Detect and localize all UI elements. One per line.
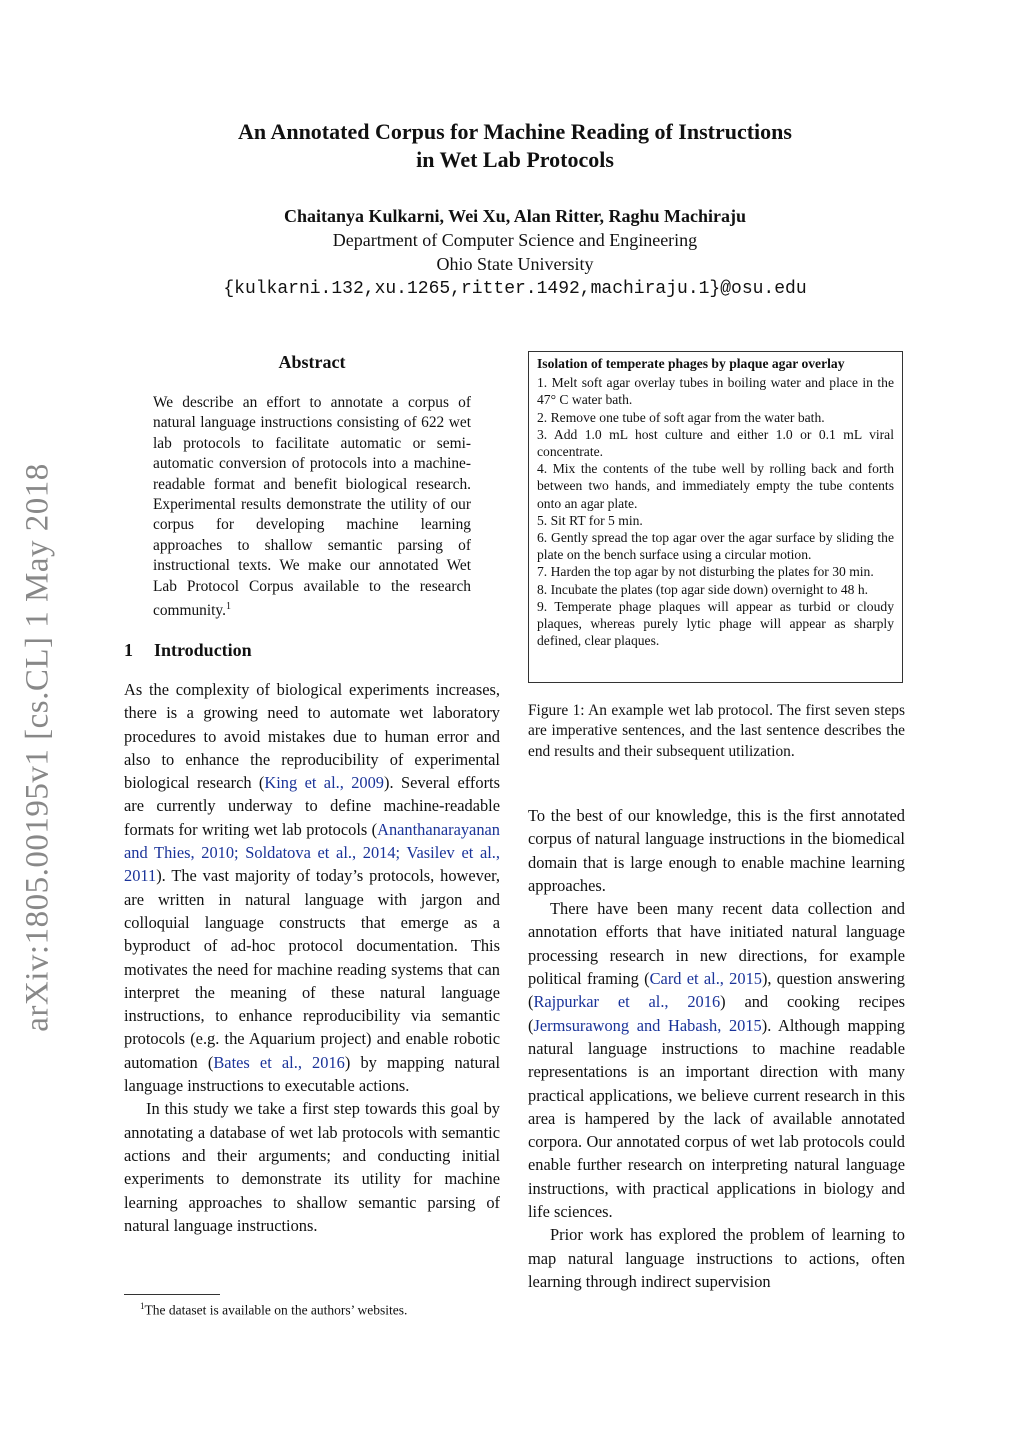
footnote [140,1297,407,1320]
citation-link[interactable]: Bates et al., 2016 [213,1052,345,1072]
footnote-text: The dataset is available on the authors’ websites. [144,1302,408,1318]
figure-caption: Figure 1: An example wet lab protocol. The first seven steps are imperative sentences, and the last sentence describes the end results and their subsequent utilization. [528,702,905,760]
intro-paragraph-1 [124,678,500,1097]
author-list: Chaitanya Kulkarni, Wei Xu, Alan Ritter, Raghu Machiraju [283,206,747,226]
protocol-step: 4. Mix the contents of the tube well by rolling back and forth between two hands, and immediately empty the tube contents onto an agar plate. [537,461,894,511]
right-paragraph-2 [528,897,905,1223]
section-number: 1 [124,640,133,660]
abstract-body [153,393,471,622]
citation-link[interactable]: Rajpurkar et al., 2016 [533,992,721,1012]
protocol-step: 6. Gently spread the top agar over the agar surface by sliding the plate on the bench surface using a circular motion. [537,530,894,563]
protocol-step: 8. Incubate the plates (top agar side down) overnight to 48 h. [537,581,869,597]
text-run: There have been many recent data collection and annotation efforts that have initiated natural language processing research in new directions, for example political framing ( [528,899,905,989]
section-heading-introduction [124,640,252,661]
text-run: ) by mapping natural language instructions to executable actions. [124,1052,500,1096]
text-run: ), question answering ( [528,969,905,1012]
footnote-divider [124,1294,220,1295]
intro-paragraph-2: In this study we take a first step towards this goal by annotating a database of wet lab protocols with semantic actions and their arguments; and conducting initial experiments to demonstrate its utility for machine learning approaches to shallow semantic parsing of natural language instructions. [124,1099,500,1235]
right-column-body [528,804,905,1293]
left-column-body [124,678,500,1237]
section-title: Introduction [154,640,252,660]
arxiv-identifier-text: arXiv:1805.00195v1 [cs.CL] 1 May 2018 [19,462,56,1032]
text-run: ). The vast majority of today’s protocols, however, are written in natural language with jargon and colloquial language constructs that emerge as a byproduct of ad-hoc protocol documentation. This motivates the need for machine reading systems that can interpret the meaning of these natural language instructions, to enhance reproducibility via semantic protocols (e.g. the Aquarium project) and enable robotic automation ( [124,866,500,1072]
citation-link[interactable]: King et al., 2009 [264,773,384,793]
paper-title [120,118,910,174]
citation-link[interactable]: Ananthanarayanan and Thies, 2010; Soldatova et al., 2014; Vasilev et al., 2011 [124,819,500,886]
protocol-step: 3. Add 1.0 mL host culture and either 1.0 or 0.1 mL viral concentrate. [537,426,894,460]
university: Ohio State University [436,254,594,274]
author-emails: {kulkarni.132,xu.1265,ritter.1492,machiraju.1}@osu.edu [223,279,807,299]
protocol-step: 1. Melt soft agar overlay tubes in boiling water and place in the 47° C water bath. [537,375,894,408]
text-run: ). Several efforts are currently underway to define machine-readable formats for writing wet lab protocols ( [124,773,500,839]
citation-link[interactable]: Card et al., 2015 [649,969,762,989]
abstract-text: We describe an effort to annotate a corpus of natural language instructions consisting of 622 wet lab protocols to facilitate automatic or semi-automatic conversion of protocols into a machine-readable format and benefit biological research. Experimental results demonstrate the utility of our corpus for developing machine learning approaches to shallow semantic parsing of instructional texts. We make our annotated Wet Lab Protocol Corpus available to the research community. [153,394,471,620]
text-run: ) and cooking recipes ( [528,992,906,1035]
arxiv-identifier [8,452,68,1042]
department: Department of Computer Science and Engineering [332,230,698,250]
protocol-step: 9. Temperate phage plaques will appear as turbid or cloudy plaques, whereas purely lytic phage will appear as sharply defined, clear plaques. [537,598,894,649]
protocol-step: 7. Harden the top agar by not disturbing the plates for 30 min. [537,564,874,580]
text-run: As the complexity of biological experiments increases, there is a growing need to automate wet laboratory procedures to avoid mistakes due to human error and also to enhance the reproducibility of experimental biological research ( [124,680,500,793]
protocol-step: 5. Sit RT for 5 min. [537,512,643,528]
footnote-ref: 1 [225,601,231,613]
right-paragraph-3: Prior work has explored the problem of learning to map natural language instructions to actions, often learning through indirect supervision [528,1225,905,1291]
text-run: ). Although mapping natural language instructions to machine readable representations is an important direction with many practical applications, we believe current research in this area is hampered by the lack of available annotated corpora. Our annotated corpus of wet lab protocols could enable further research on interpreting natural language instructions, with practical applications in biology and life sciences. [528,1015,905,1222]
title-line-1: An Annotated Corpus for Machine Reading of Instructions [238,119,792,144]
title-line-2: in Wet Lab Protocols [416,147,614,172]
footnote-mark: 1 [140,1301,145,1311]
citation-link[interactable]: Jermsurawong and Habash, 2015 [533,1015,762,1035]
protocol-step: 2. Remove one tube of soft agar from the water bath. [537,409,825,425]
abstract-heading: Abstract [278,352,346,372]
figure-protocol-box [528,351,903,683]
right-paragraph-1: To the best of our knowledge, this is the first annotated corpus of natural language instructions in the biomedical domain that is large enough to enable machine learning approaches. [528,806,905,895]
protocol-title: Isolation of temperate phages by plaque agar overlay [537,356,845,371]
